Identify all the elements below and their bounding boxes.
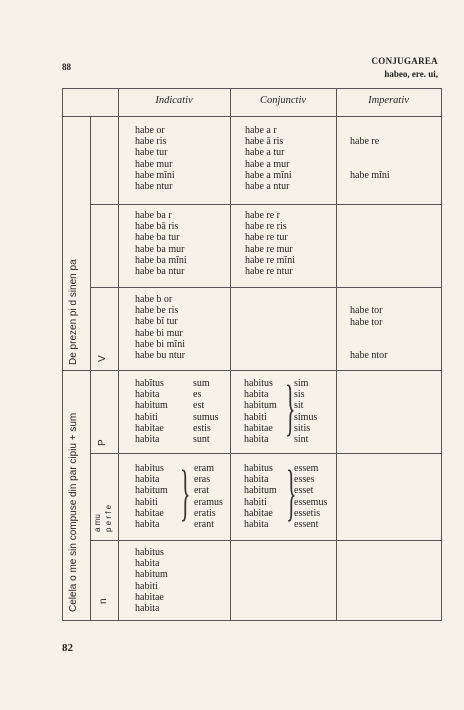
r1-imperativ-pl: habe mĭni — [350, 170, 390, 181]
page-number-bottom: 82 — [62, 642, 73, 654]
row-label-perfe: p e r f e — [104, 504, 113, 532]
r2-conjunctiv: habe re r habe re ris habe re tur habe re mur habe re mĭni habe re ntur — [245, 210, 295, 278]
page-number-top: 88 — [62, 62, 71, 72]
r4-conjunctiv-participle: habitus habita habitum habiti habitae habita — [244, 378, 277, 446]
r3-indicativ: habe b or habe be ris habe bĭ tur habe bi mur habe bi mĭni habe bu ntur — [135, 294, 185, 362]
column-header-conjunctiv: Conjunctiv — [259, 95, 307, 106]
r5-indicativ-aux: eram eras erat eramus eratis erant — [194, 463, 223, 531]
r5-conjunctiv-participle: habitus habita habitum habiti habitae habita — [244, 463, 277, 531]
r2-indicativ: habe ba r habe bā ris habe ba tur habe ba mur habe ba mĭni habe ba ntur — [135, 210, 187, 278]
r5-conj-brace-icon: } — [286, 459, 297, 527]
r5-indicativ-participle: habitus habita habitum habiti habitae habita — [135, 463, 168, 531]
r1-imperativ-sg: habe re — [350, 136, 380, 147]
running-title: CONJUGAREA — [371, 56, 438, 66]
r4-brace-icon: } — [285, 374, 296, 442]
r6-indicativ: habitus habita habitum habiti habitae habita — [135, 547, 168, 615]
column-header-indicativ: Indicativ — [155, 95, 193, 106]
column-header-imperativ: Imperativ — [368, 95, 409, 106]
r3-imperativ-1: habe tor — [350, 305, 383, 316]
group-label-present: De prezen pi d sinen pa — [68, 259, 79, 365]
r3-imperativ-2: habe tor — [350, 317, 383, 328]
row-label-n: n — [98, 598, 109, 604]
row-label-p: P — [97, 439, 108, 446]
r5-conjunctiv-aux: essem esses esset essemus essetis essent — [294, 463, 328, 531]
row-label-v: V — [97, 355, 108, 362]
r4-conjunctiv-aux: sim sis sit simus sitis sint — [294, 378, 318, 446]
r1-conjunctiv: habe a r habe ā ris habe a tur habe a mur habe a mĭni habe a ntur — [245, 125, 292, 193]
r5-ind-brace-icon: } — [180, 459, 191, 527]
r4-indicativ-participle: habĭtus habita habitum habiti habitae habita — [135, 378, 168, 446]
group-label-compound: Celela o me sin compuse din par cipiu + sum — [68, 412, 79, 612]
r4-indicativ-aux: sum es est sumus estis sunt — [193, 378, 219, 446]
r1-indicativ: habe or habe ris habe tur habe mur habe mĭni habe ntur — [135, 125, 175, 193]
row-label-amu: a mu — [93, 514, 102, 532]
running-subtitle: habeo, ere. ui, — [384, 69, 438, 79]
r3-imperativ-3: habe ntor — [350, 350, 388, 361]
